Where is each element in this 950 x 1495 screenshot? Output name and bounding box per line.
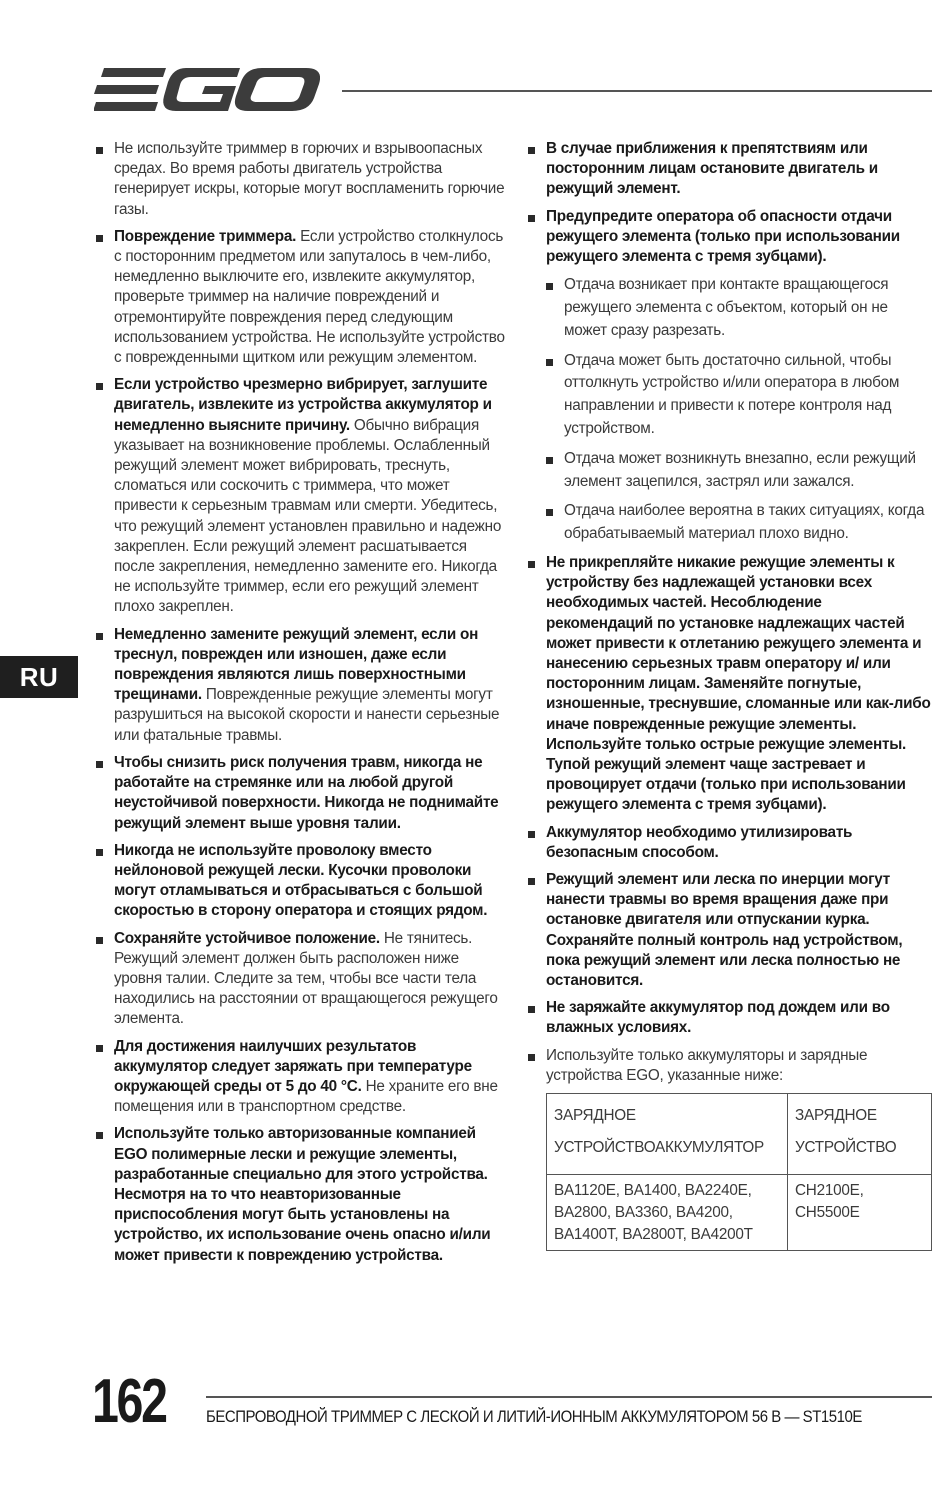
sub-list-item: Отдача может возникнуть внезапно, если режущий элемент зацепился, застрял или зажался. (546, 448, 932, 494)
list-item: Повреждение триммера. Если устройство столкнулось с посторонним предметом или запуталось в чем-либо, немедленно выключите его, извлеките аккумулятор, проверьте триммер на наличие повреждений и отремонтируйте повреждения перед следующим использованием устройства. Не используйте устройство с поврежденными щитком или режущим элементом. (96, 227, 506, 368)
list-item: Аккумулятор необходимо утилизировать безопасным способом. (528, 823, 932, 863)
list-item: Используйте только авторизованные компанией EGO полимерные лески и режущие элементы, разработанные специально для этого устройства. Несмотря на то что неавторизованные приспособления могут быть установлены на устройство, их использование очень опасно и/или может привести к повреждению устройства. (96, 1124, 506, 1265)
header-rule (342, 90, 932, 92)
list-item: Не прикрепляйте никакие режущие элементы к устройству без надлежащей установки всех необходимых частей. Несоблюдение рекомендаций по установке надлежащих частей может привести к отлетанию режущего элемента и нанесению серьезных травм оператору и/ или посторонним лицам. Заменяйте погнутые, изношенные, треснувшие, сломанные или как-либо иначе поврежденные режущие элементы. Используйте только острые режущие элементы. Тупой режущий элемент чаще застревает и провоцирует отдачи (только при использовании режущего элемента с тремя зубцами). (528, 553, 932, 816)
language-tab: RU (0, 656, 78, 698)
sub-list-item: Отдача может быть достаточно сильной, чтобы оттолкнуть устройство и/или оператора в любом направлении и привести к потере контроля над устройством. (546, 350, 932, 441)
list-item: Предупредите оператора об опасности отдачи режущего элемента (только при использовании режущего элемента с тремя зубцами). (528, 207, 932, 268)
list-item: Немедленно замените режущий элемент, если он треснул, поврежден или изношен, даже если повреждения являются лишь поверхностными трещинами. Поврежденные режущие элементы могут разрушиться на высокой скорости и нанести серьезные или фатальные травмы. (96, 625, 506, 746)
list-item: Не используйте триммер в горючих и взрывоопасных средах. Во время работы двигатель устройства генерирует искры, которые могут воспламенить горючие газы. (96, 139, 506, 220)
list-item: Никогда не используйте проволоку вместо нейлоновой режущей лески. Кусочки проволоки могут отламываться и отбрасываться с большой скоростью в сторону оператора и стоящих рядом. (96, 841, 506, 922)
ego-logo (94, 64, 320, 114)
table-header-chargers: ЗАРЯДНОЕ УСТРОЙСТВО (788, 1094, 932, 1175)
compatibility-table (546, 1093, 932, 1251)
table-header-row (547, 1094, 932, 1175)
left-column (96, 139, 506, 1273)
list-item: В случае приближения к препятствиям или посторонним лицам остановите двигатель и режущий элемент. (528, 139, 932, 200)
page-number: 162 (92, 1367, 166, 1436)
list-item: Для достижения наилучших результатов аккумулятор следует заряжать при температуре окружающей среды от 5 до 40 °C. Не храните его вне помещения или в транспортном средстве. (96, 1037, 506, 1118)
list-item: Используйте только аккумуляторы и зарядные устройства EGO, указанные ниже: (528, 1046, 932, 1086)
table-cell-chargers: CH2100E, CH5500E (788, 1175, 932, 1251)
table-cell-batteries: BA1120E, BA1400, BA2240E, BA2800, BA3360, BA4200, BA1400T, BA2800T, BA4200T (547, 1175, 788, 1251)
sub-list-item: Отдача наиболее вероятна в таких ситуациях, когда обрабатываемый материал плохо видно. (546, 500, 932, 546)
sub-list-item: Отдача возникает при контакте вращающегося режущего элемента с объектом, который он не может сразу разрезать. (546, 274, 932, 342)
list-item: Если устройство чрезмерно вибрирует, заглушите двигатель, извлеките из устройства аккумулятор и немедленно выясните причину. Обычно вибрация указывает на возникновение проблемы. Ослабленный режущий элемент может вибрировать, треснуть, сломаться или соскочить с триммера, что может привести к серьезным травмам или смерти. Убедитесь, что режущий элемент установлен правильно и надежно закреплен. Если режущий элемент расшатывается после закрепления, немедленно замените его. Никогда не используйте триммер, если его режущий элемент плохо закреплен. (96, 375, 506, 617)
list-item: Сохраняйте устойчивое положение. Не тянитесь. Режущий элемент должен быть расположен ниже уровня талии. Следите за тем, чтобы все части тела находились на расстоянии от вращающегося режущего элемента. (96, 929, 506, 1030)
footer-rule (206, 1396, 932, 1398)
right-column (528, 139, 932, 1251)
list-item: Чтобы снизить риск получения травм, никогда не работайте на стремянке или на любой другой неустойчивой поверхности. Никогда не поднимайте режущий элемент выше уровня талии. (96, 753, 506, 834)
list-item: Режущий элемент или леска по инерции могут нанести травмы во время вращения даже при остановке двигателя или отпускании курка. Сохраняйте полный контроль над устройством, пока режущий элемент или леска полностью не остановится. (528, 870, 932, 991)
table-row (547, 1175, 932, 1251)
list-item: Не заряжайте аккумулятор под дождем или во влажных условиях. (528, 998, 932, 1038)
table-header-batteries: ЗАРЯДНОЕ УСТРОЙСТВОАККУМУЛЯТОР (547, 1094, 788, 1175)
footer-title: БЕСПРОВОДНОЙ ТРИММЕР С ЛЕСКОЙ И ЛИТИЙ-ИОННЫМ АККУМУЛЯТОРОМ 56 В — ST1510E (206, 1408, 862, 1426)
